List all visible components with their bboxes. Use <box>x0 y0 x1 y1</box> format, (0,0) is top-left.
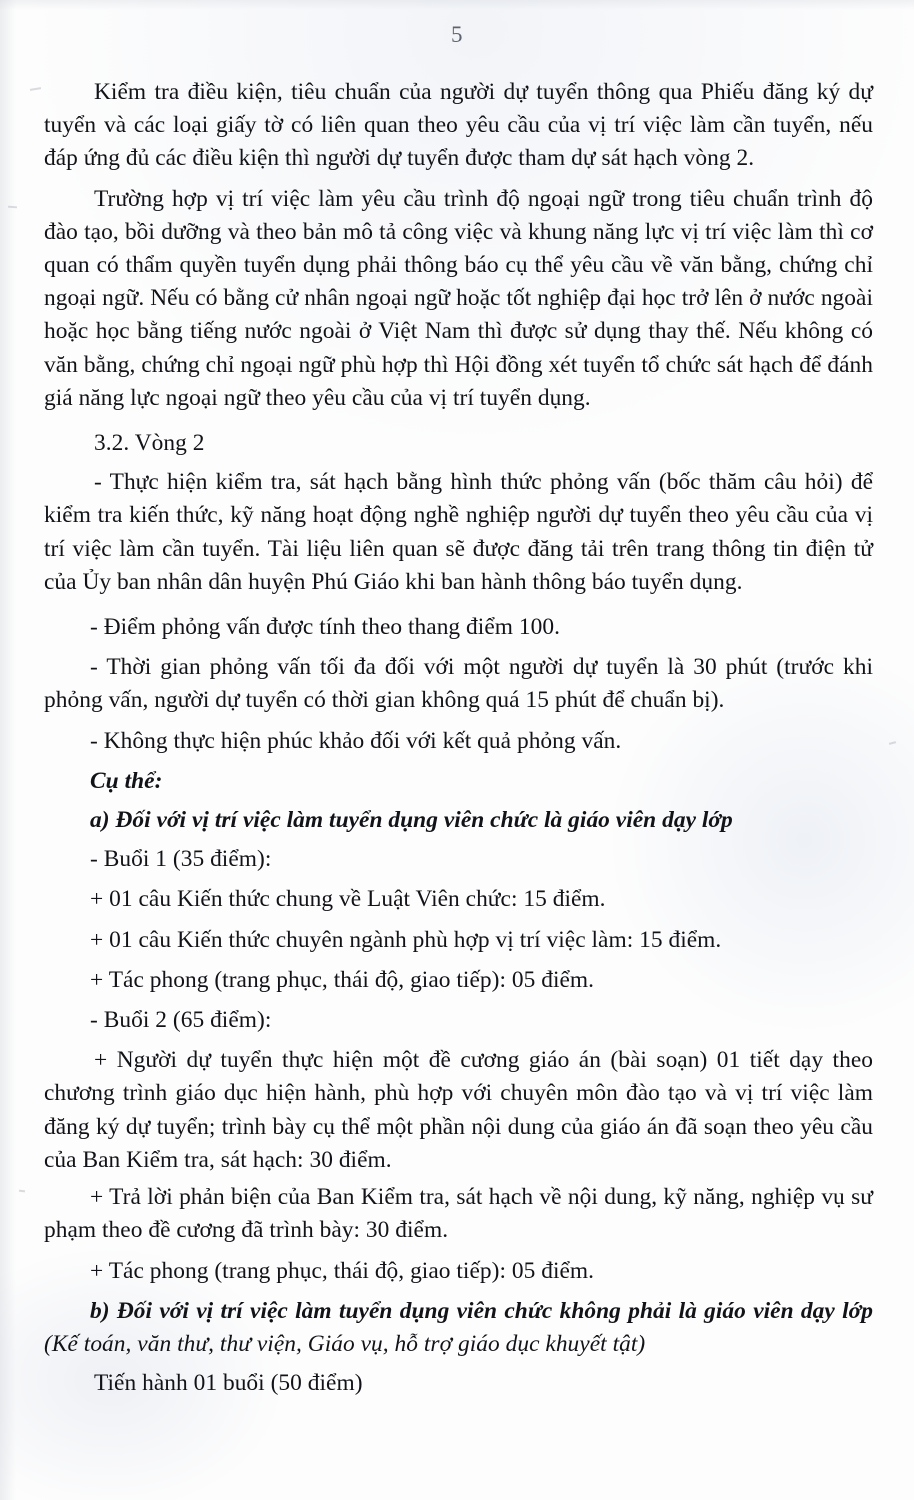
heading-section-b <box>44 1295 873 1361</box>
scan-speck <box>889 741 896 745</box>
heading-section-b-bold: b) Đối với vị trí việc làm tuyển dụng viên chức không phải là giáo viên dạy lớp <box>90 1297 873 1324</box>
scan-edge-shadow-top <box>0 0 914 10</box>
scan-edge-shadow-left <box>0 0 16 1500</box>
scan-speck <box>30 87 41 91</box>
closing-line: Tiến hành 01 buổi (50 điểm) <box>94 1370 363 1397</box>
bullet-score-scale: - Điểm phỏng vấn được tính theo thang điểm 100. <box>90 614 560 641</box>
scan-speck <box>8 206 17 209</box>
paragraph-check-conditions: Kiểm tra điều kiện, tiêu chuẩn của người dự tuyển thông qua Phiếu đăng ký dự tuyển và các loại giấy tờ có liên quan theo yêu cầu của vị trí việc làm cần tuyển, nếu đáp ứng đủ các điều kiện thì người dự tuyển được tham dự sát hạch vòng 2. <box>44 79 873 172</box>
label-specific: Cụ thể: <box>90 767 163 794</box>
session-1-item: + 01 câu Kiến thức chung về Luật Viên chức: 15 điểm. <box>90 886 606 913</box>
session-1-item: + Tác phong (trang phục, thái độ, giao tiếp): 05 điểm. <box>90 966 595 993</box>
heading-section-b-note: (Kế toán, văn thư, thư viện, Giáo vụ, hỗ trợ giáo dục khuyết tật) <box>44 1330 646 1357</box>
session-2-title: - Buổi 2 (65 điểm): <box>90 1007 272 1034</box>
document-body <box>44 76 873 1406</box>
heading-section-a: a) Đối với vị trí việc làm tuyển dụng viên chức là giáo viên dạy lớp <box>90 807 733 834</box>
session-1-item: + 01 câu Kiến thức chuyên ngành phù hợp vị trí việc làm: 15 điểm. <box>90 926 722 953</box>
scan-speck <box>19 1190 25 1193</box>
session-2-item-defense: + Trả lời phản biện của Ban Kiểm tra, sát hạch về nội dung, kỹ năng, nghiệp vụ sư phạm theo đề cương đã trình bày: 30 điểm. <box>44 1184 873 1244</box>
page-number: 5 <box>451 22 463 47</box>
session-1-title: - Buổi 1 (35 điểm): <box>90 846 272 873</box>
paragraph-interview-form: - Thực hiện kiểm tra, sát hạch bằng hình thức phỏng vấn (bốc thăm câu hỏi) để kiểm tra kiến thức, kỹ năng hoạt động nghề nghiệp người dự tuyển theo yêu cầu của vị trí việc làm cần tuyển. Tài liệu liên quan sẽ được đăng tải trên trang thông tin điện tử của Ủy ban nhân dân huyện Phú Giáo khi ban hành thông báo tuyển dụng. <box>44 469 873 595</box>
bullet-interview-time: - Thời gian phỏng vấn tối đa đối với một người dự tuyển là 30 phút (trước khi phỏng vấn, người dự tuyển có thời gian không quá 15 phút để chuẩn bị). <box>44 654 873 714</box>
bullet-no-review: - Không thực hiện phúc khảo đối với kết quả phỏng vấn. <box>90 727 622 754</box>
session-2-item-lesson-plan: + Người dự tuyển thực hiện một đề cương giáo án (bài soạn) 01 tiết dạy theo chương trình giáo dục hiện hành, phù hợp với chuyên môn đào tạo và vị trí việc làm đăng ký dự tuyển; trình bày cụ thể một phần nội dung của giáo án đã soạn theo yêu cầu của Ban Kiểm tra, sát hạch: 30 điểm. <box>44 1047 873 1173</box>
paragraph-foreign-language: Trường hợp vị trí việc làm yêu cầu trình độ ngoại ngữ trong tiêu chuẩn trình độ đào tạo, bồi dưỡng và theo bản mô tả công việc và khung năng lực vị trí việc làm thì cơ quan có thẩm quyền tuyển dụng phải thông báo cụ thể yêu cầu về văn bằng, chứng chỉ ngoại ngữ. Nếu có bằng cử nhân ngoại ngữ hoặc tốt nghiệp đại học trở lên ở nước ngoài hoặc học bằng tiếng nước ngoài ở Việt Nam thì được sử dụng thay thế. Nếu không có văn bằng, chứng chỉ ngoại ngữ phù hợp thì Hội đồng xét tuyển tổ chức sát hạch để đánh giá năng lực ngoại ngữ theo yêu cầu của vị trí tuyển dụng. <box>44 185 873 411</box>
section-title-3-2: 3.2. Vòng 2 <box>94 430 205 457</box>
session-2-item-manner: + Tác phong (trang phục, thái độ, giao tiếp): 05 điểm. <box>90 1257 595 1284</box>
